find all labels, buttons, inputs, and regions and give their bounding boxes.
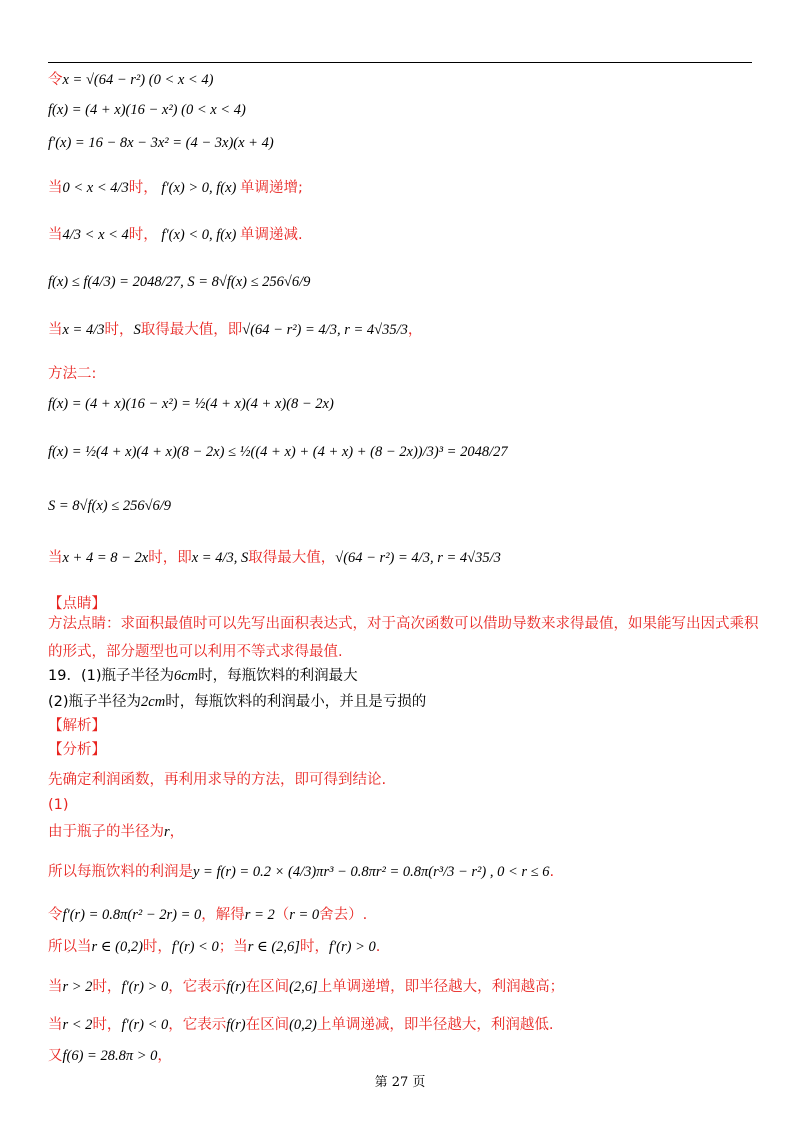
text-run: 在区间 <box>245 979 290 995</box>
math-expression: x = √(64 − r²) (0 < x < 4) <box>62 72 214 88</box>
math-expression: f′(r) > 0 <box>328 939 376 955</box>
text-line <box>48 594 106 614</box>
text-run: 所以每瓶饮料的利润是 <box>48 864 193 880</box>
text-run: 时， <box>92 979 122 995</box>
text-line <box>48 692 426 712</box>
text-line <box>48 642 343 662</box>
text-run: 上单调递增，即半径越大，利润越高； <box>317 979 565 995</box>
math-expression: r ∈ (2,6] <box>247 939 300 955</box>
math-expression: x + 4 = 8 − 2x <box>62 550 149 566</box>
text-line <box>48 614 759 634</box>
text-run: . <box>549 864 555 880</box>
math-expression: 2cm <box>141 694 166 710</box>
text-run: 时， <box>142 939 172 955</box>
math-expression: f(r) <box>226 979 246 995</box>
math-expression: 0 < x < 4/3 <box>62 180 129 196</box>
text-line <box>48 977 564 997</box>
text-run: 当 <box>48 550 63 566</box>
text-run: 单调递增; <box>240 180 303 196</box>
text-run: 【解析】 <box>48 718 106 734</box>
text-line <box>48 70 213 90</box>
text-line <box>48 133 274 153</box>
math-expression: S <box>133 322 141 338</box>
text-run: ， <box>169 824 185 840</box>
text-run: 令 <box>48 907 63 923</box>
text-run: 时， <box>128 227 158 243</box>
text-run: ，它表示 <box>168 1017 227 1033</box>
math-expression: x = 4/3, S <box>191 550 249 566</box>
text-line <box>48 548 501 568</box>
text-line <box>48 1046 172 1066</box>
text-run: (2)瓶子半径为 <box>48 694 142 710</box>
text-line <box>48 1015 553 1035</box>
text-line <box>48 822 184 842</box>
math-expression: (0,2) <box>289 1017 317 1033</box>
math-expression: r < 2 <box>62 1017 93 1033</box>
math-expression: f′(r) < 0 <box>121 1017 169 1033</box>
text-run: 先确定利润函数，再利用求导的方法，即可得到结论. <box>48 772 387 788</box>
text-run: 又 <box>48 1048 63 1064</box>
text-run: 所以当 <box>48 939 92 955</box>
text-run: 由于瓶子的半径为 <box>48 824 164 840</box>
text-run: 在区间 <box>245 1017 290 1033</box>
text-run: 方法二: <box>48 366 97 382</box>
text-run: （ <box>274 907 290 923</box>
math-expression: f(r) <box>226 1017 246 1033</box>
text-run: 时，即 <box>148 550 192 566</box>
math-expression: f′(r) < 0 <box>171 939 219 955</box>
math-expression: √(64 − r²) = 4/3, r = 4√35/3 <box>335 550 501 566</box>
text-run: ，它表示 <box>168 979 227 995</box>
math-expression: r = 0 <box>289 907 320 923</box>
text-line <box>48 364 96 384</box>
text-line <box>48 937 380 957</box>
math-expression: r ∈ (0,2) <box>91 939 143 955</box>
text-line <box>48 320 422 340</box>
text-line <box>48 740 106 760</box>
text-run: 当 <box>48 180 63 196</box>
text-run: 取得最大值，即 <box>140 322 243 338</box>
text-line <box>48 716 106 736</box>
text-line <box>48 225 303 245</box>
page-footer: 第 27 页 <box>374 1075 426 1090</box>
text-run: 19．(1)瓶子半径为 <box>48 668 174 684</box>
text-run: 时，每瓶饮料的利润最大 <box>198 668 358 684</box>
math-expression: (2,6] <box>289 979 318 995</box>
math-expression: r = 2 <box>244 907 275 923</box>
text-run: ；当 <box>218 939 248 955</box>
math-expression: f′(r) = 0.8π(r² − 2r) = 0 <box>62 907 202 923</box>
math-expression: f(x) = ½(4 + x)(4 + x)(8 − 2x) ≤ ½((4 + x) + (4 + x) + (8 − 2x))/3)³ = 2048/27 <box>48 444 508 460</box>
text-line <box>48 100 246 120</box>
text-run: 单调递减. <box>240 227 303 243</box>
text-run: 时， <box>299 939 329 955</box>
text-run: 时， <box>92 1017 122 1033</box>
text-run: 上单调递减，即半径越大，利润越低. <box>316 1017 554 1033</box>
math-expression: f(x) = (4 + x)(16 − x²) (0 < x < 4) <box>48 102 246 118</box>
math-expression: y = f(r) = 0.2 × (4/3)πr³ − 0.8πr² = 0.8π(r³/3 − r²) , 0 < r ≤ 6 <box>193 864 550 880</box>
text-line <box>48 862 554 882</box>
text-line <box>48 770 386 790</box>
math-expression: f′(x) > 0, f(x) <box>157 180 240 196</box>
math-expression: f′(x) < 0, f(x) <box>157 227 240 243</box>
math-expression: f(x) ≤ f(4/3) = 2048/27, S = 8√f(x) ≤ 256√6/9 <box>48 274 311 290</box>
text-line <box>48 795 69 815</box>
text-run: 【分析】 <box>48 742 106 758</box>
text-run: 当 <box>48 227 63 243</box>
text-run: 时， <box>104 322 134 338</box>
text-run: 时，每瓶饮料的利润最小，并且是亏损的 <box>165 694 427 710</box>
math-expression: f(x) = (4 + x)(16 − x²) = ½(4 + x)(4 + x)(8 − 2x) <box>48 396 334 412</box>
math-expression: 6cm <box>174 668 199 684</box>
text-line <box>48 442 508 462</box>
text-line <box>48 394 334 414</box>
math-expression: f(6) = 28.8π > 0 <box>62 1048 158 1064</box>
text-run: ， <box>407 322 423 338</box>
text-line <box>48 666 358 686</box>
math-expression: x = 4/3 <box>62 322 105 338</box>
text-run: . <box>375 939 381 955</box>
text-line <box>48 272 310 292</box>
text-run: (1) <box>48 797 69 813</box>
math-expression: 4/3 < x < 4 <box>62 227 129 243</box>
math-expression: √(64 − r²) = 4/3, r = 4√35/3 <box>242 322 408 338</box>
text-run: ， <box>157 1048 172 1064</box>
math-expression: f′(r) > 0 <box>121 979 169 995</box>
math-expression: f′(x) = 16 − 8x − 3x² = (4 − 3x)(x + 4) <box>48 135 274 151</box>
text-run: 令 <box>48 72 63 88</box>
text-run: 【点睛】 <box>48 596 106 612</box>
text-run: 当 <box>48 979 63 995</box>
text-run: 当 <box>48 1017 63 1033</box>
math-expression: r <box>164 824 170 840</box>
text-line <box>48 905 367 925</box>
math-expression: S = 8√f(x) ≤ 256√6/9 <box>48 498 172 514</box>
header-rule <box>48 62 752 63</box>
text-run: 方法点睛：求面积最值时可以先写出面积表达式，对于高次函数可以借助导数来求得最值，如果能写出因式乘积 <box>48 616 759 632</box>
text-run: 时， <box>128 180 158 196</box>
text-run: 的形式，部分题型也可以利用不等式求得最值. <box>48 644 343 660</box>
text-run: ，解得 <box>201 907 245 923</box>
math-expression: r > 2 <box>62 979 93 995</box>
text-run: 取得最大值， <box>248 550 336 566</box>
text-line <box>48 496 171 516</box>
text-run: 当 <box>48 322 63 338</box>
text-line <box>48 178 303 198</box>
text-run: 舍去）. <box>319 907 368 923</box>
